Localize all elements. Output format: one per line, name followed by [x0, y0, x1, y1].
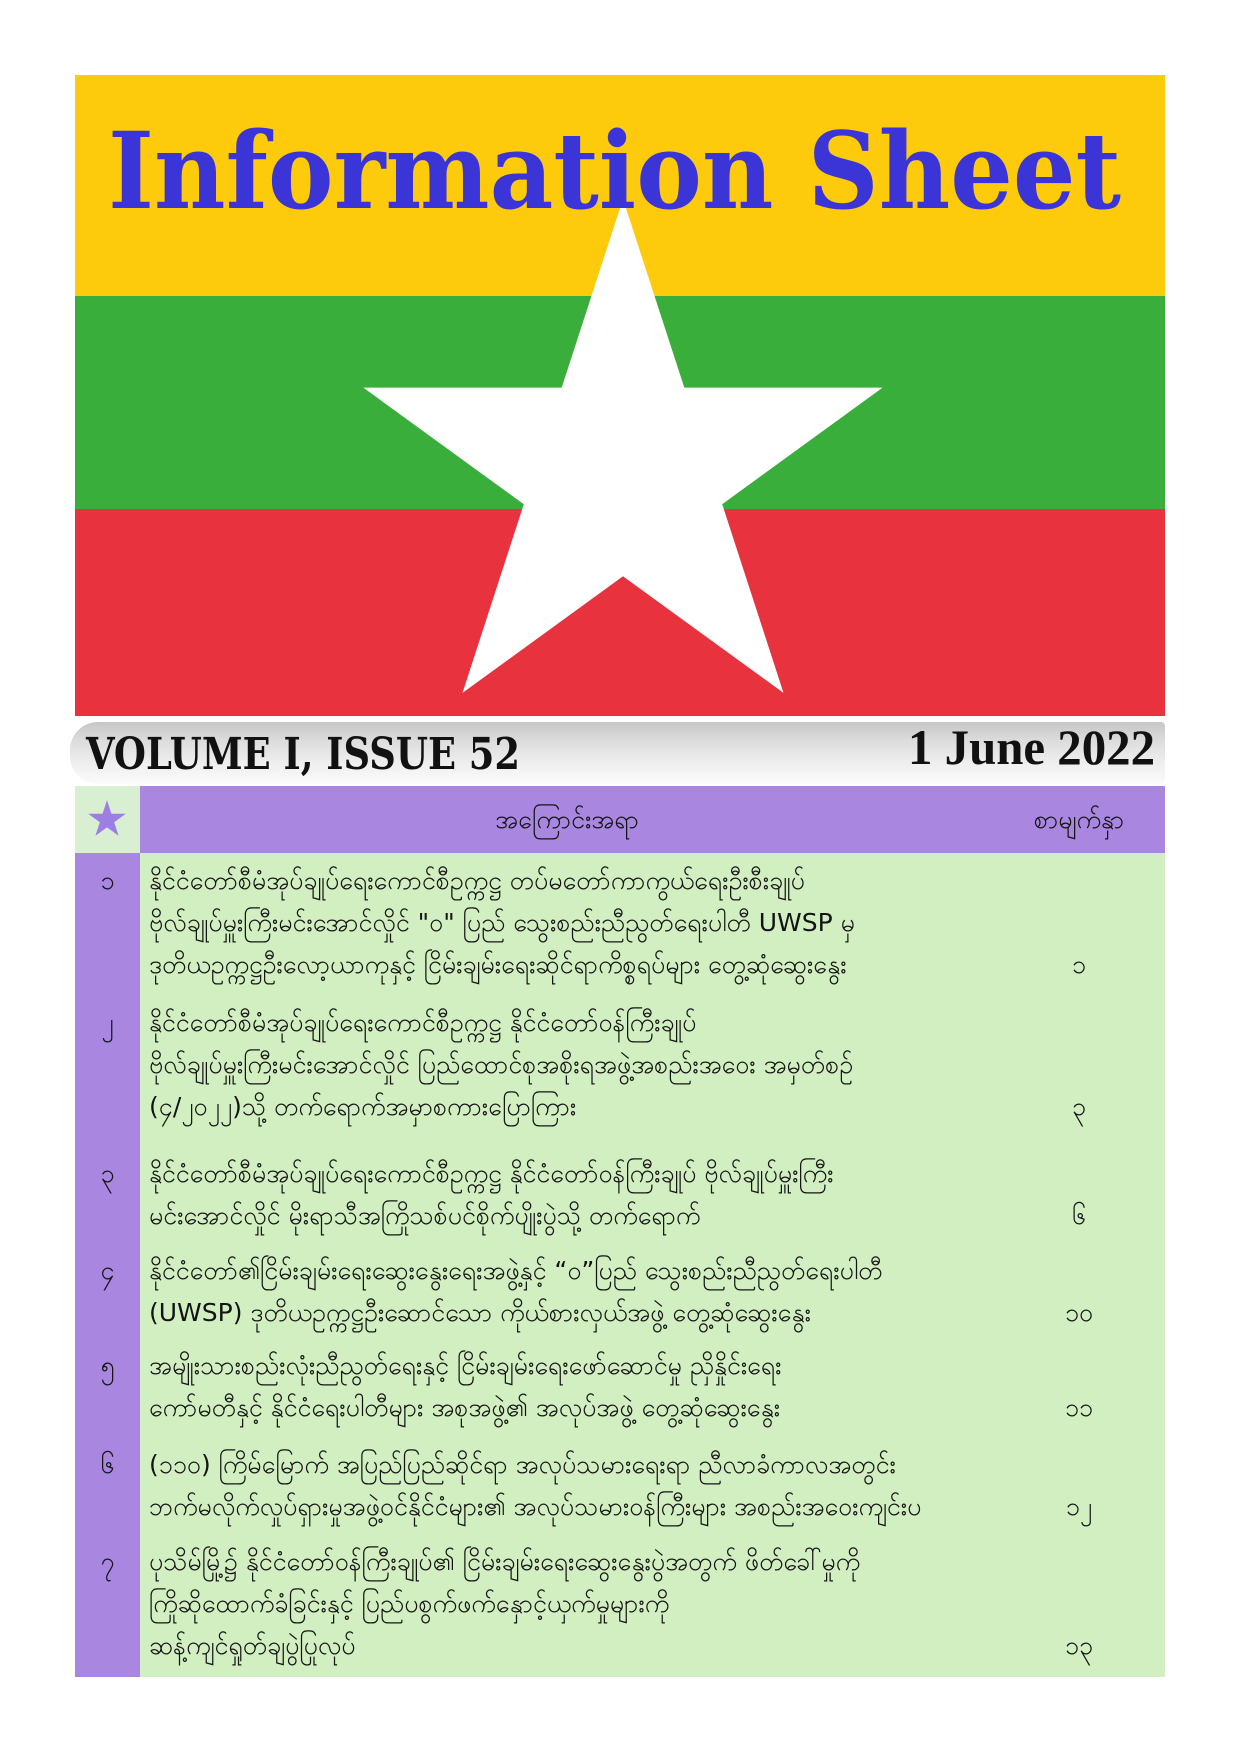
contents-row-title-line: ဘက်မလိုက်လှုပ်ရှားမှုအဖွဲ့ဝင်နိုင်ငံများ၏ အလုပ်သမားဝန်ကြီးများ အစည်းအဝေးကျင်းပ — [149, 1492, 922, 1521]
contents-row-number: ၆ — [100, 1450, 115, 1479]
contents-row — [75, 1153, 1165, 1237]
contents-row — [75, 860, 1165, 986]
contents-row-number: ၄ — [100, 1256, 115, 1285]
contents-row-page: ၁ — [1071, 950, 1087, 979]
contents-row-number: ၃ — [100, 1159, 115, 1188]
contents-row-page: ၃ — [1071, 1092, 1087, 1121]
contents-row-number: ၅ — [100, 1351, 115, 1380]
contents-column-page: စာမျက်နှာ — [1033, 805, 1125, 834]
contents-row-title — [149, 860, 1015, 986]
contents-row-title-line: နိုင်ငံတော်၏ငြိမ်းချမ်းရေးဆွေးနွေးရေးအဖွဲ့နှင့် “ဝ”ပြည် သွေးစည်းညီညွတ်ရေးပါတီ — [149, 1256, 883, 1285]
contents-row-title-line: (၄/၂၀၂၂)သို့ တက်ရောက်အမှာစကားပြောကြား — [149, 1092, 577, 1121]
contents-row-title-line: ကြိုဆိုထောက်ခံခြင်းနှင့် ပြည်ပစွက်ဖက်နှောင့်ယှက်မှုများကို — [149, 1589, 670, 1618]
contents-row — [75, 1345, 1165, 1429]
contents-header-icon-cell — [75, 786, 140, 853]
publication-title: Information Sheet — [108, 108, 1122, 233]
contents-row — [75, 1444, 1165, 1528]
contents-row-number: ၁ — [100, 866, 115, 895]
contents-column-title: အကြောင်းအရာ — [495, 805, 639, 834]
contents-row-number: ၇ — [100, 1547, 115, 1576]
contents-row-title-line: ဒုတိယဥက္ကဋ္ဌဦးလော့ယာကုနှင့် ငြိမ်းချမ်းရေးဆိုင်ရာကိစ္စရပ်များ တွေ့ဆုံဆွေးနွေး — [149, 950, 847, 979]
contents-row-title-line: (၁၁၀) ကြိမ်မြောက် အပြည်ပြည်ဆိုင်ရာ အလုပ်သမားရေးရာ ညီလာခံကာလအတွင်း — [149, 1450, 896, 1479]
contents-row-page: ၁၁ — [1064, 1393, 1094, 1422]
flag-banner — [75, 75, 1165, 716]
contents-row — [75, 1250, 1165, 1334]
contents-row-number: ၂ — [101, 1008, 114, 1037]
issue-date: 1 June 2022 — [908, 720, 1155, 775]
contents-row-title-line: ပုသိမ်မြို့၌ နိုင်ငံတော်ဝန်ကြီးချုပ်၏ ငြိမ်းချမ်းရေးဆွေးနွေးပွဲအတွက် ဖိတ်ခေါ်မှုကို — [149, 1547, 861, 1576]
contents-row-page: ၁၀ — [1064, 1298, 1094, 1327]
contents-row-title-line: နိုင်ငံတော်စီမံအုပ်ချုပ်ရေးကောင်စီဥက္ကဋ္ဌ နိုင်ငံတော်ဝန်ကြီးချုပ် — [149, 1008, 697, 1037]
contents-row-title-line: မင်းအောင်လှိုင် မိုးရာသီအကြိုသစ်ပင်စိုက်ပျိုးပွဲသို့ တက်ရောက် — [149, 1201, 701, 1230]
contents-row-title-line: နိုင်ငံတော်စီမံအုပ်ချုပ်ရေးကောင်စီဥက္ကဋ္ဌ နိုင်ငံတော်ဝန်ကြီးချုပ် ဗိုလ်ချုပ်မှူးကြီး — [149, 1159, 834, 1188]
contents-row-title-line: ဗိုလ်ချုပ်မှူးကြီးမင်းအောင်လှိုင် "ဝ" ပြည် သွေးစည်းညီညွတ်ရေးပါတီ UWSP မှ — [149, 908, 855, 937]
star-icon — [86, 798, 128, 840]
contents-row-page: ၆ — [1071, 1201, 1087, 1230]
contents-row — [75, 1002, 1165, 1128]
contents-row-title — [149, 1153, 1015, 1237]
contents-row-title-line: (UWSP) ဒုတိယဥက္ကဋ္ဌဦးဆောင်သော ကိုယ်စားလှယ်အဖွဲ့ တွေ့ဆုံဆွေးနွေး — [149, 1298, 811, 1327]
contents-table — [75, 786, 1165, 1677]
issue-band-text — [0, 720, 1240, 786]
contents-row-title — [149, 1444, 1015, 1528]
contents-row-title — [149, 1541, 1015, 1667]
contents-row-page: ၁၂ — [1065, 1492, 1093, 1521]
contents-row — [75, 1541, 1165, 1667]
contents-row-title — [149, 1345, 1015, 1429]
volume-issue-label: VOLUME I, ISSUE 52 — [85, 729, 520, 780]
contents-row-title — [149, 1002, 1015, 1128]
contents-row-title-line: ဗိုလ်ချုပ်မှူးကြီးမင်းအောင်လှိုင် ပြည်ထောင်စုအစိုးရအဖွဲ့အစည်းအဝေး အမှတ်စဉ် — [149, 1050, 854, 1079]
contents-row-title-line: ကော်မတီနှင့် နိုင်ငံရေးပါတီများ အစုအဖွဲ့၏ အလုပ်အဖွဲ့ တွေ့ဆုံဆွေးနွေး — [149, 1393, 781, 1422]
contents-row-title-line: ဆန့်ကျင်ရှုတ်ချပွဲပြုလုပ် — [149, 1631, 356, 1660]
contents-row-page: ၁၃ — [1064, 1631, 1094, 1660]
contents-row-title-line: အမျိုးသားစည်းလုံးညီညွတ်ရေးနှင့် ငြိမ်းချမ်းရေးဖော်ဆောင်မှု ညှိနှိုင်းရေး — [149, 1351, 782, 1380]
contents-row-title — [149, 1250, 1015, 1334]
contents-row-title-line: နိုင်ငံတော်စီမံအုပ်ချုပ်ရေးကောင်စီဥက္ကဋ္ဌ တပ်မတော်ကာကွယ်ရေးဦးစီးချုပ် — [149, 866, 805, 895]
